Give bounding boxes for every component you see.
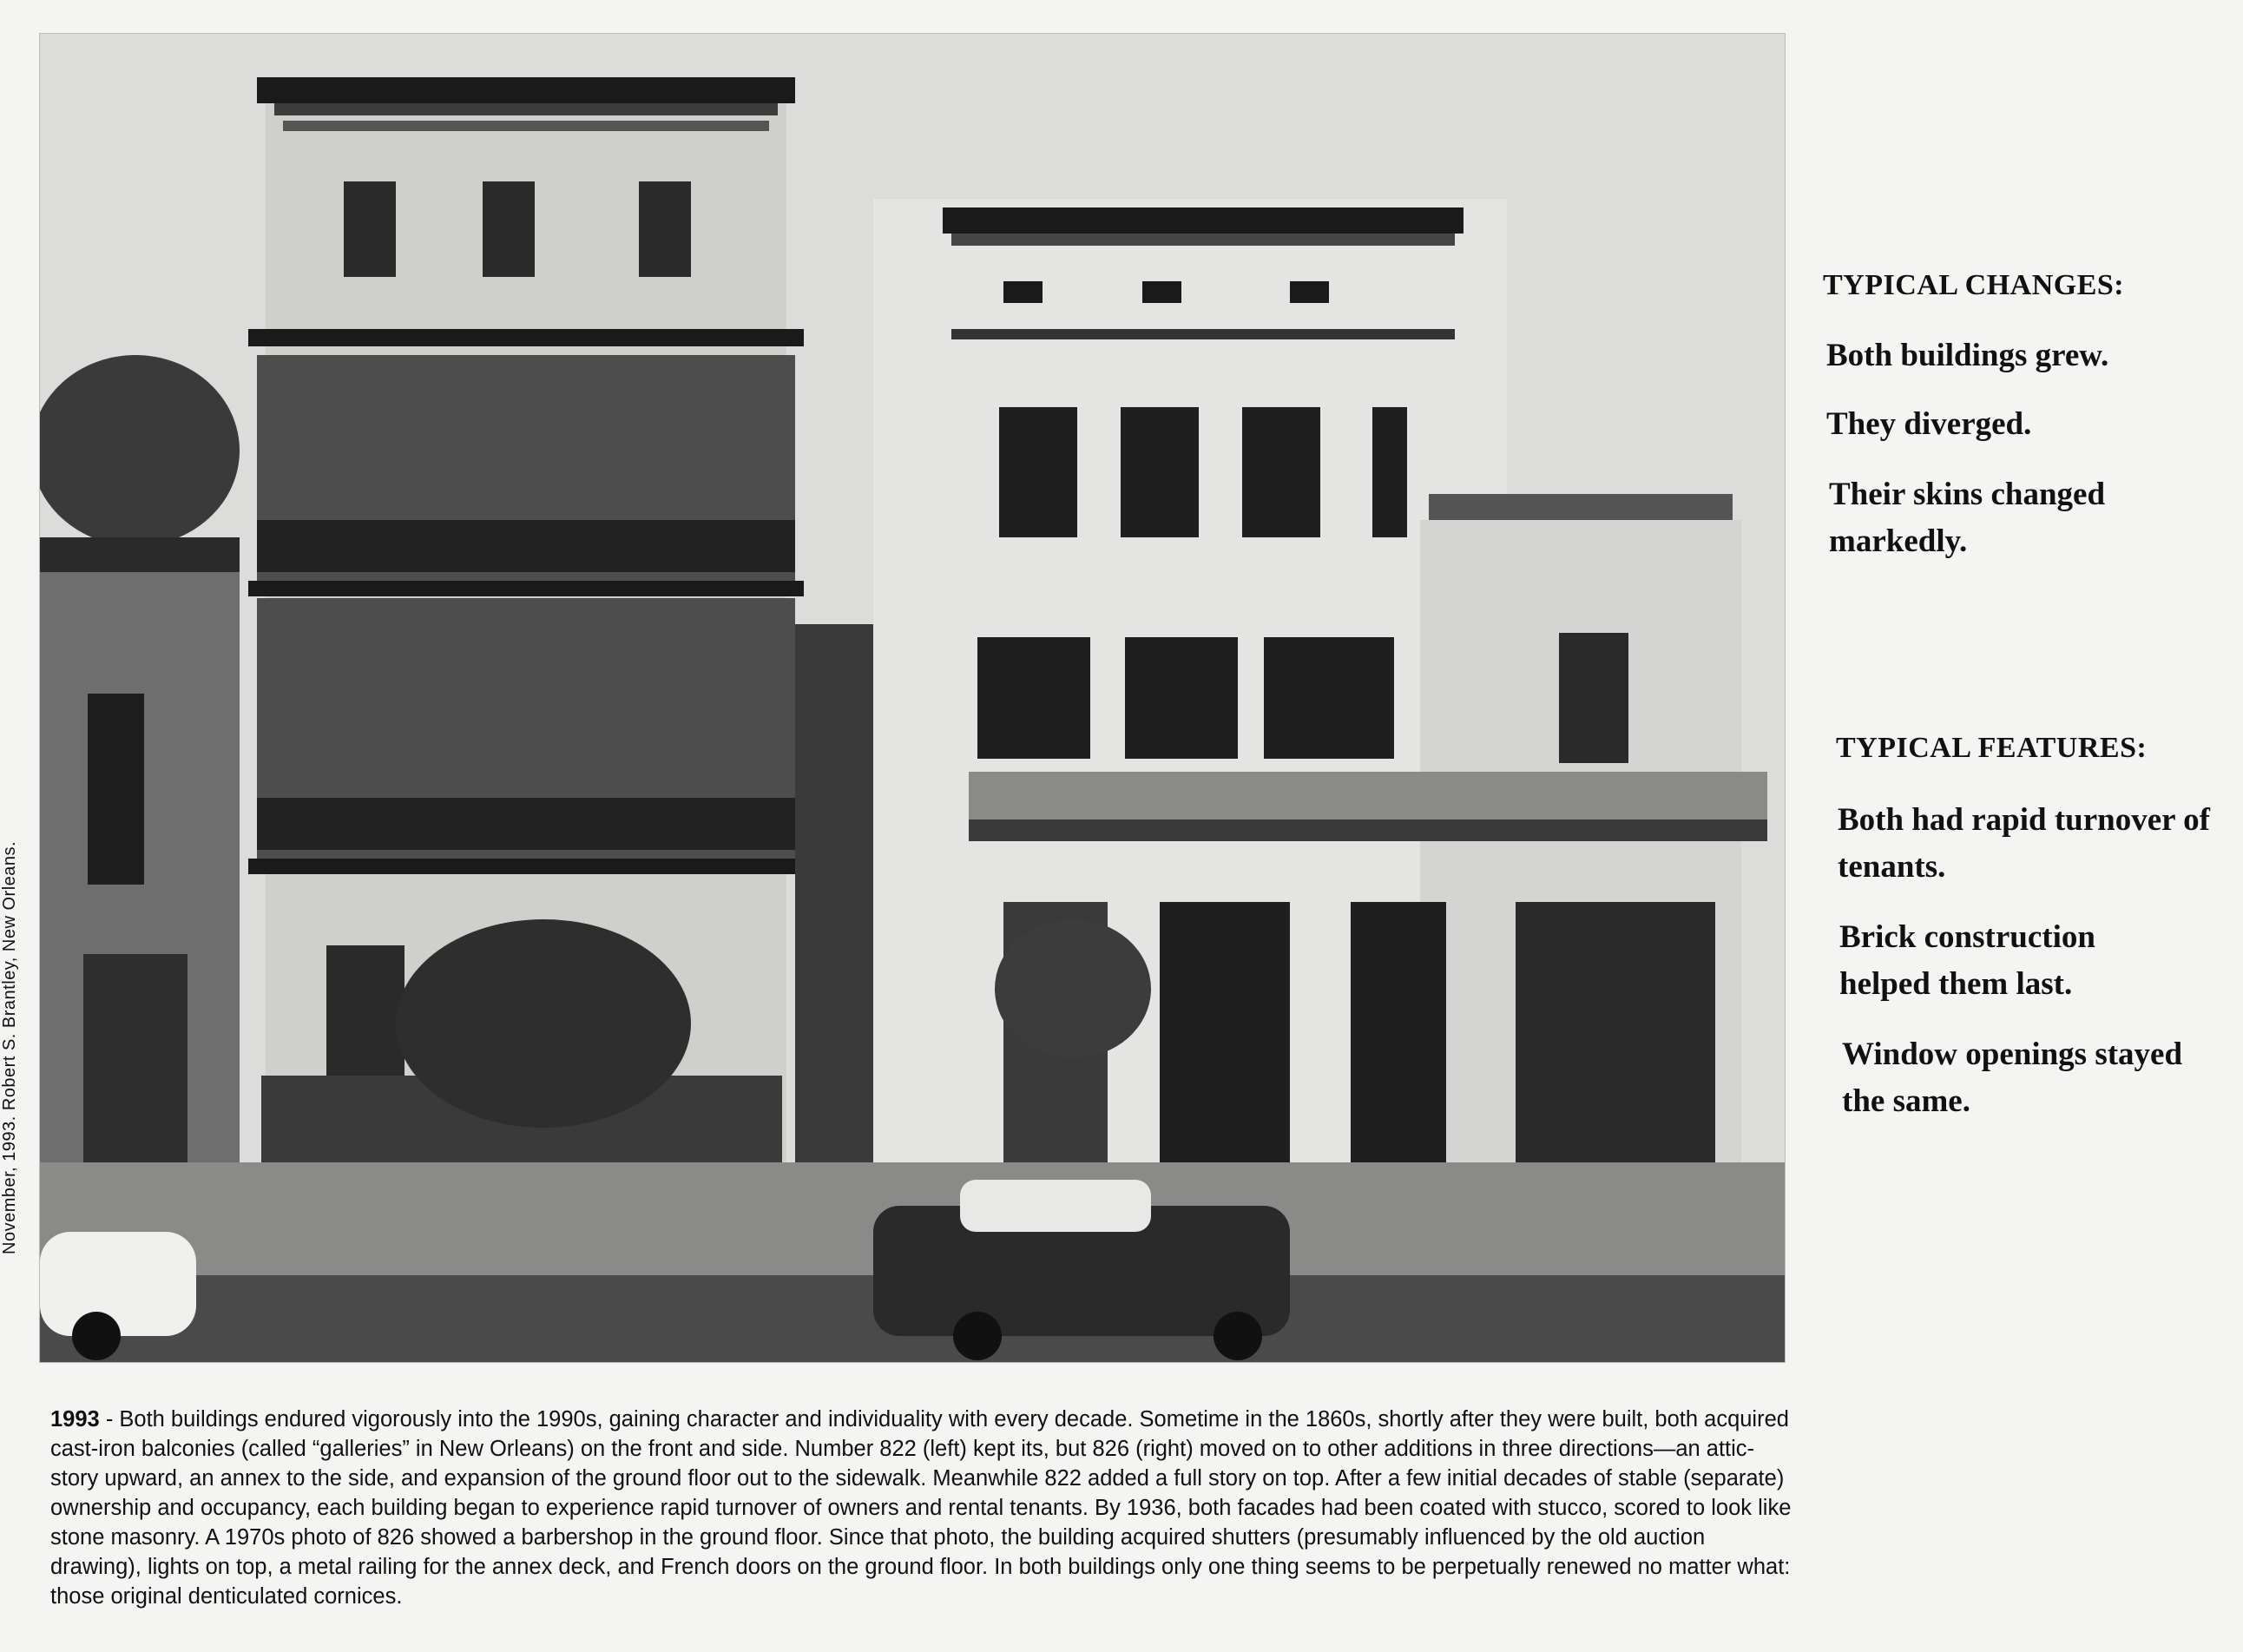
tree-left <box>40 355 240 546</box>
caption-year: 1993 <box>50 1407 100 1432</box>
balustrade <box>969 772 1767 824</box>
typical-change-item: Their skins changed markedly. <box>1829 477 2106 559</box>
caption-text: - Both buildings endured vigorously into the 1990s, gaining character and individuality with every decade. Sometime in the 1860s, shortly after they were built, both acquired cast-iron balconies (called “galleries” in New Orleans) on the front and side. Number 822 (left) kept its, but 826 (right) moved on to other additions in three directions—an attic-story upward, an annex to the side, and expansion of the ground floor out to the sidewalk. Meanwhile 822 added a full story on top. After a few initial decades of stable (separate) ownership and occupancy, each building began to experience rapid turnover of owners and rental tenants. By 1936, both facades had been coated with stucco, scored to look like stone masonry. A 1970s photo of 826 showed a barbershop in the ground floor. Since that photo, the building acquired shutters (presumably influenced by the old auction drawing), lights on top, a metal railing for the annex deck, and French doors on the ground floor. In both buildings only one thing seems to be perpetually renewed no matter what: those original denticulated cornices. <box>50 1407 1792 1609</box>
building-photo <box>39 33 1786 1363</box>
cornice-822 <box>257 77 795 103</box>
typical-feature-item: Both had rapid turnover of tenants. <box>1838 802 2210 885</box>
cornice-826 <box>943 207 1464 234</box>
typical-features-heading: TYPICAL FEATURES: <box>1836 732 2148 764</box>
typical-feature-item: Window openings stayed the same. <box>1842 1037 2183 1119</box>
white-car <box>40 1232 196 1336</box>
tree-middle <box>396 919 691 1128</box>
typical-change-item: Both buildings grew. <box>1826 338 2109 373</box>
typical-feature-item: Brick construction helped them last. <box>1839 919 2095 1002</box>
annex-railing <box>1429 494 1733 520</box>
photo-credit: November, 1993. Robert S. Brantley, New Orleans. <box>0 840 19 1254</box>
typical-changes-heading: TYPICAL CHANGES: <box>1823 269 2125 301</box>
typical-change-item: They diverged. <box>1826 406 2032 442</box>
tree-right <box>995 919 1151 1058</box>
photo-illustration <box>40 34 1785 1362</box>
photo-caption <box>50 1405 1795 1611</box>
